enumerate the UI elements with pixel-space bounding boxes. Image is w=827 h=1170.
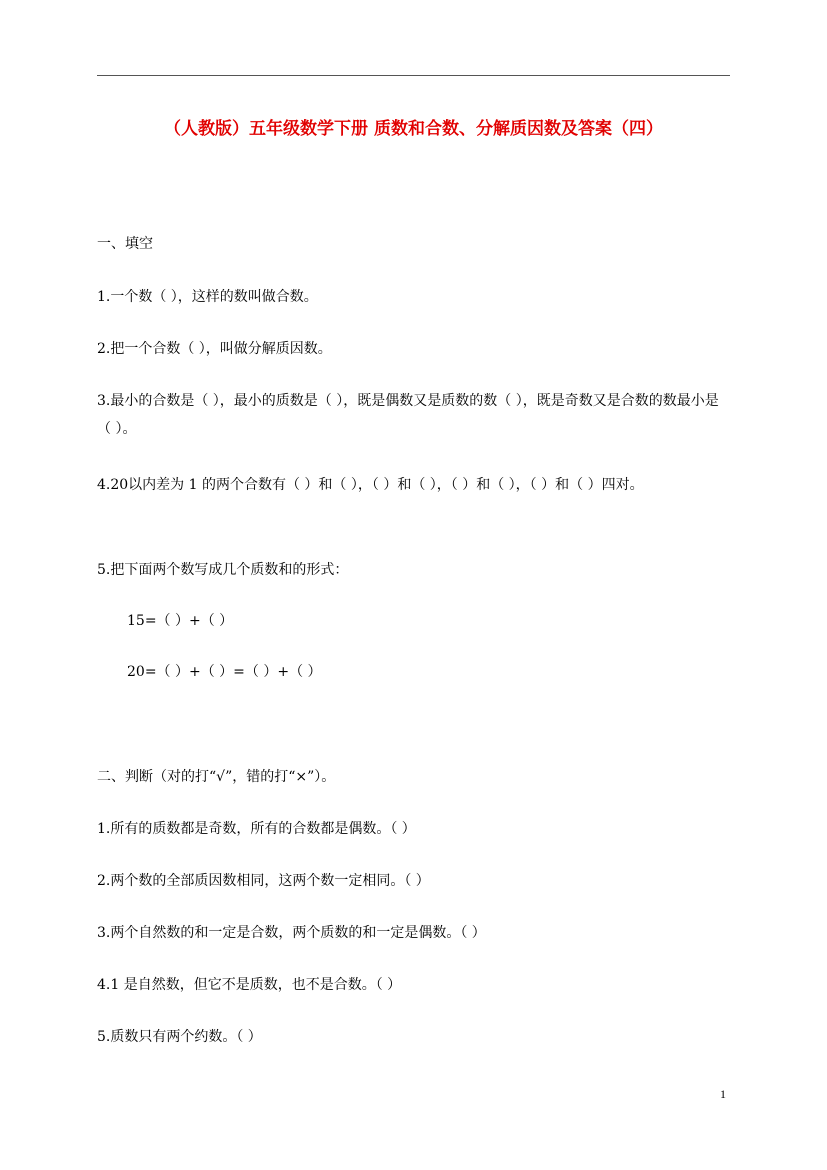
fill-question-1: 1.一个数（ ），这样的数叫做合数。 — [97, 289, 318, 305]
section-judge-heading: 二、判断（对的打“√”，错的打“×”）。 — [97, 769, 336, 785]
section-fill-blank-heading: 一、填空 — [97, 236, 153, 252]
judge-question-1: 1.所有的质数都是奇数，所有的合数都是偶数。（ ） — [97, 821, 416, 837]
judge-question-5: 5.质数只有两个约数。（ ） — [97, 1029, 262, 1045]
fill-question-4: 4.20以内差为 1 的两个合数有（ ）和（ ），（ ）和（ ），（ ）和（ ），（ ）和（ ）四对。 — [97, 477, 644, 493]
header-rule — [97, 75, 730, 76]
judge-question-3: 3.两个自然数的和一定是合数，两个质数的和一定是偶数。（ ） — [97, 925, 486, 941]
judge-question-2: 2.两个数的全部质因数相同，这两个数一定相同。（ ） — [97, 873, 430, 889]
fill-question-5-b: 20=（ ）+（ ）=（ ）+（ ） — [127, 664, 322, 680]
fill-question-2: 2.把一个合数（ ），叫做分解质因数。 — [97, 341, 332, 357]
document-title: （人教版）五年级数学下册 质数和合数、分解质因数及答案（四） — [164, 119, 663, 139]
fill-question-5: 5.把下面两个数写成几个质数和的形式： — [97, 562, 349, 578]
fill-question-5-a: 15=（ ）+（ ） — [127, 613, 234, 629]
fill-question-3: 3.最小的合数是（ ），最小的质数是（ ），既是偶数又是质数的数（ ），既是奇数又是合数的数最小是（ ）。 — [97, 393, 719, 437]
judge-question-4: 4.1 是自然数，但它不是质数，也不是合数。（ ） — [97, 977, 402, 993]
page-number: 1 — [720, 1087, 726, 1101]
